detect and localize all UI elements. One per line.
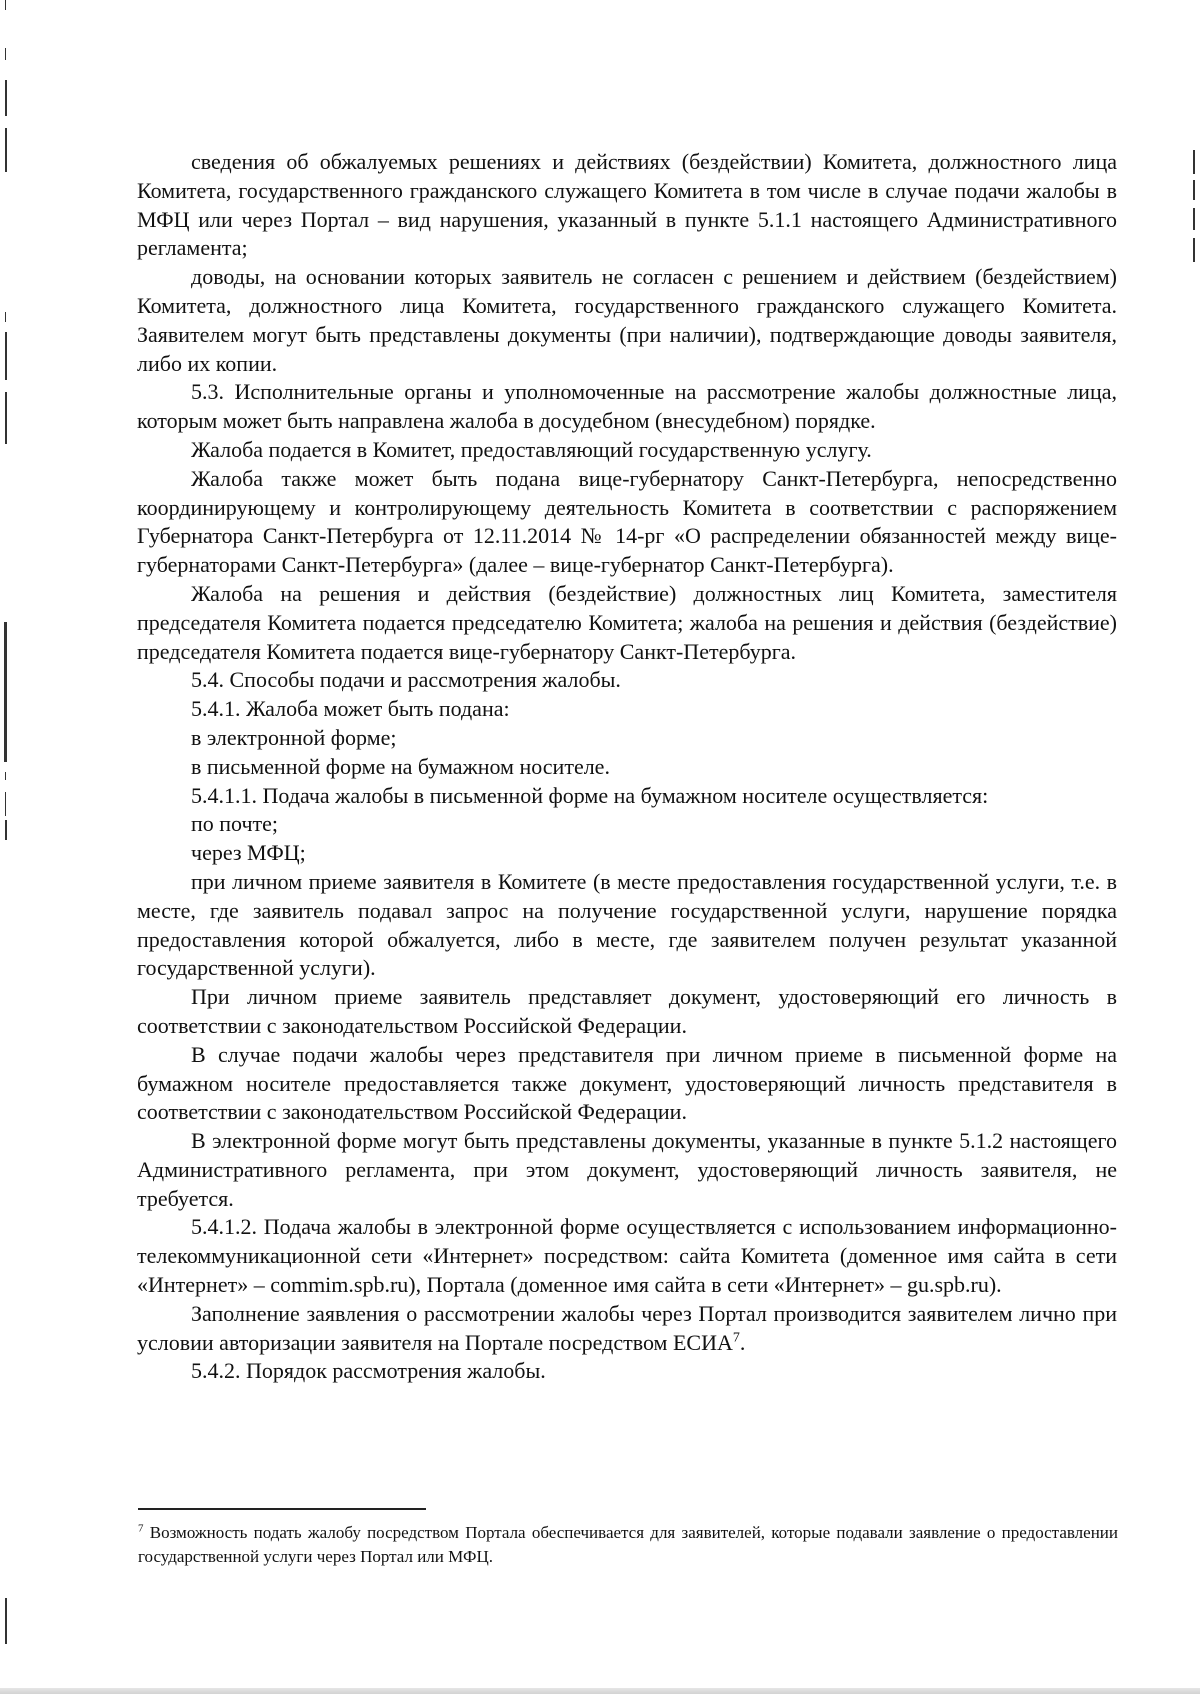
scan-mark-left-2 (5, 48, 6, 60)
scan-mark-left-4 (5, 128, 7, 172)
paragraph: 5.4.1.1. Подача жалобы в письменной форме на бумажном носителе осуществляется: (191, 782, 989, 808)
scan-mark-right-2 (1193, 180, 1195, 200)
paragraph: 5.3. Исполнительные органы и уполномоченные на рассмотрение жалобы должностные лица, которым может быть направлена жалоба в досудебном (внесудебном) порядке. (137, 379, 1117, 434)
paragraph: сведения об обжалуемых решениях и действиях (бездействии) Комитета, должностного лица Комитета, государственного гражданского служащего Комитета в том числе в случае подачи жалобы в МФЦ или через Портал – вид нарушения, указанный в пункте 5.1.1 настоящего Административного регламента; (137, 149, 1117, 261)
list-item: через МФЦ; (191, 840, 306, 866)
scan-mark-left-12 (5, 1598, 7, 1644)
scan-mark-right-4 (1193, 238, 1195, 262)
paragraph: Жалоба подается в Комитет, предоставляющий государственную услугу. (191, 436, 872, 462)
paragraph: Жалоба на решения и действия (бездействие) должностных лиц Комитета, заместителя председателя Комитета подается председателю Комитета; жалоба на решения и действия (бездействие) председателя Комитета подается вице-губернатору Санкт-Петербурга. (137, 580, 1117, 664)
footnote-separator (138, 1508, 426, 1510)
list-item: в электронной форме; (191, 724, 397, 750)
paragraph-with-footnote (137, 1300, 1117, 1358)
scan-mark-right-3 (1193, 208, 1195, 230)
scan-mark-left-8 (4, 622, 7, 762)
scan-mark-left-5 (5, 312, 6, 322)
footnote-text: Возможность подать жалобу посредством Портала обеспечивается для заявителей, которые подавали заявление о предоставлении государственной услуги через Портал или МФЦ. (138, 1523, 1118, 1566)
list-item: по почте; (191, 811, 279, 837)
paragraph: В случае подачи жалобы через представителя при личном приеме в письменной форме на бумажном носителе предоставляется также документ, удостоверяющий личность представителя в соответствии с законодательством Российской Федерации. (137, 1041, 1117, 1125)
paragraph: 5.4. Способы подачи и рассмотрения жалобы. (191, 667, 621, 693)
list-item: в письменной форме на бумажном носителе. (191, 753, 610, 779)
page-bottom-edge (0, 1688, 1200, 1694)
scan-mark-left-10 (5, 792, 6, 816)
paragraph: В электронной форме могут быть представлены документы, указанные в пункте 5.1.2 настоящего Административного регламента, при этом документ, удостоверяющий личность заявителя, не требуется. (137, 1128, 1117, 1211)
scan-mark-left-6 (5, 332, 7, 380)
paragraph: 5.4.2. Порядок рассмотрения жалобы. (191, 1358, 546, 1384)
paragraph: При личном приеме заявитель представляет документ, удостоверяющий его личность в соответствии с законодательством Российской Федерации. (137, 984, 1117, 1038)
scan-mark-left-3 (5, 80, 7, 116)
paragraph: при личном приеме заявителя в Комитете (в месте предоставления государственной услуги, т.е. в месте, где заявитель подавал запрос на получение государственной услуги, нарушение порядка предоставления которой обжалуется, либо в месте, где заявителем получен результат указанной государственной услуги). (137, 868, 1117, 981)
body-text (137, 148, 1117, 1386)
paragraph: 5.4.1.2. Подача жалобы в электронной форме осуществляется с использованием информационно-телекоммуникационной сети «Интернет» посредством: сайта Комитета (доменное имя сайта в сети «Интернет» – commim.spb.ru), Портала (доменное имя сайта в сети «Интернет» – gu.spb.ru). (137, 1214, 1117, 1298)
scan-mark-left-7 (5, 392, 7, 444)
scan-mark-left-1 (5, 0, 6, 10)
scan-mark-left-11 (5, 820, 7, 840)
footnote-reference[interactable]: 7 (732, 1330, 740, 1346)
paragraph-tail: . (739, 1329, 746, 1355)
scan-mark-right-1 (1193, 150, 1195, 174)
paragraph: Жалоба также может быть подана вице-губернатору Санкт-Петербурга, непосредственно координирующему и контролирующему деятельность Комитета в соответствии с распоряжением Губернатора Санкт-Петербурга от 12.11.2014 № 14-рг «О распределении обязанностей между вице-губернаторами Санкт-Петербурга» (далее – вице-губернатор Санкт-Петербурга). (137, 465, 1117, 578)
paragraph-text: Заполнение заявления о рассмотрении жалобы через Портал производится заявителем лично при условии авторизации заявителя на Портале посредством ЕСИА (137, 1300, 1117, 1355)
paragraph: 5.4.1. Жалоба может быть подана: (191, 696, 510, 722)
scan-mark-left-9 (5, 772, 6, 780)
footnote-mark: 7 (138, 1522, 144, 1535)
footnote (138, 1521, 1118, 1569)
paragraph: доводы, на основании которых заявитель не согласен с решением и действием (бездействием) Комитета, должностного лица Комитета, государственного гражданского служащего Комитета. Заявителем могут быть представлены документы (при наличии), подтверждающие доводы заявителя, либо их копии. (137, 264, 1117, 376)
